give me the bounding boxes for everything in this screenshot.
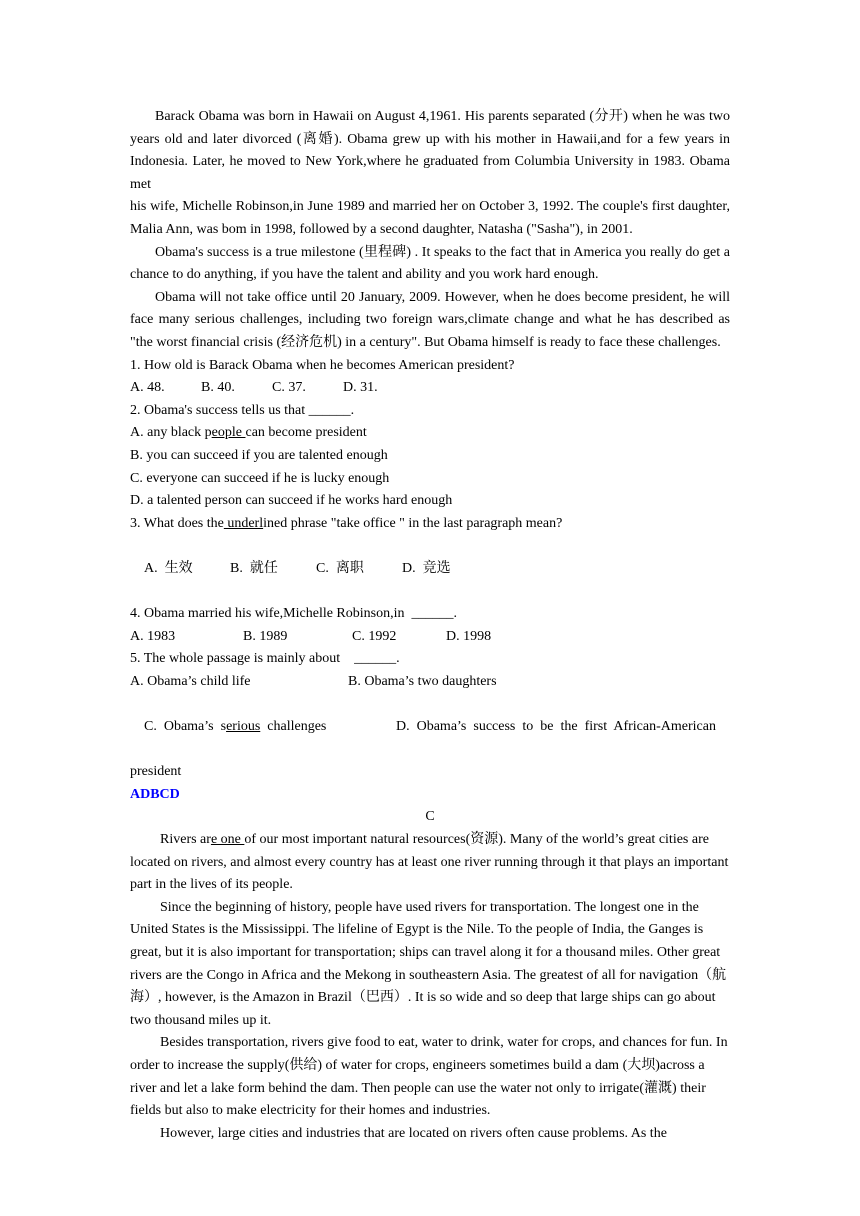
q5-option-b: B. Obama’s two daughters	[348, 673, 497, 689]
q5-options-row-2	[130, 693, 730, 761]
question-3-options	[130, 535, 730, 603]
q2-option-d: D. a talented person can succeed if he works hard enough	[130, 493, 453, 509]
obama-paragraph-1: Barack Obama was born in Hawaii on August 4,1961. His parents separated (分开) when he was two years old and later divorced (离婚). Obama grew up with his mother in Hawaii,and for a few years in Indonesia. Later, he moved to New York,where he graduated from Columbia University in 1983. Obama met	[130, 109, 730, 192]
q1-option-a: A. 48.	[130, 380, 165, 396]
obama-paragraph-3: Obama will not take office until 20 January, 2009. However, when he does become president, he will face many serious challenges, including two foreign wars,climate change and what he has described as "the worst financial crisis (经济危机) in a century". But Obama himself is ready to face these challenges.	[130, 289, 730, 350]
question-3: 3. What does the underlined phrase "take office " in the last paragraph mean?	[130, 515, 563, 531]
question-4-options	[130, 626, 730, 649]
question-1-options	[130, 377, 730, 400]
q2-option-a: A. any black people can become president	[130, 425, 367, 441]
obama-paragraph-1-cont: his wife, Michelle Robinson,in June 1989 and married her on October 3, 1992. The couple's first daughter, Malia Ann, was bom in 1998, followed by a second daughter, Natasha ("Sasha"), in 2001.	[130, 199, 730, 237]
q5-options-row-1	[130, 671, 730, 694]
obama-paragraph-2: Obama's success is a true milestone (里程碑) . It speaks to the fact that in America you really do get a chance to do anything, if you have the talent and ability and you work hard enough.	[130, 244, 730, 283]
question-4: 4. Obama married his wife,Michelle Robinson,in ______.	[130, 606, 457, 622]
q5-option-a: A. Obama’s child life	[130, 673, 251, 689]
section-c-heading: C	[425, 809, 435, 825]
section-c-paragraph-1: Rivers are one of our most important natural resources(资源). Many of the world’s great cities are located on rivers, and almost every country has at least one river running through it that plays an important part in the lives of its people.	[130, 832, 729, 893]
q1-option-b: B. 40.	[201, 380, 235, 396]
section-c-paragraph-4: However, large cities and industries that are located on rivers often cause problems. As the	[160, 1125, 667, 1141]
q4-option-a: A. 1983	[130, 628, 176, 644]
section-c-paragraph-2: Since the beginning of history, people have used rivers for transportation. The longest one in the United States is the Mississippi. The lifeline of Egypt is the Nile. To the people of India, the Ganges is great, but it is also important for transportation; ships can travel along it for a thousand miles. Other great rivers are the Congo in Africa and the Mekong in southeastern Asia. The greatest of all for navigation（航海）, however, is the Amazon in Brazil（巴西）. It is so wide and so deep that large ships can go about two thousand miles up it.	[130, 899, 727, 1028]
q1-option-d: D. 31.	[343, 380, 378, 396]
q4-option-d: D. 1998	[446, 628, 492, 644]
answer-key: ADBCD	[130, 786, 180, 802]
q1-option-c: C. 37.	[272, 380, 306, 396]
question-1: 1. How old is Barack Obama when he becomes American president?	[130, 357, 515, 373]
q4-option-c: C. 1992	[352, 628, 397, 644]
q3-option-c: C. 离职	[316, 560, 364, 576]
q2-option-b: B. you can succeed if you are talented enough	[130, 447, 388, 463]
q5-option-d-cont: president	[130, 764, 182, 780]
q5-option-c: C. Obama’s serious challenges	[144, 719, 327, 735]
q2-option-c: C. everyone can succeed if he is lucky enough	[130, 470, 390, 486]
question-5: 5. The whole passage is mainly about ______.	[130, 651, 400, 667]
section-c-paragraph-3: Besides transportation, rivers give food to eat, water to drink, water for crops, and chances for fun. In order to increase the supply(供给) of water for crops, engineers sometimes build a dam (大坝)across a river and let a lake form behind the dam. Then people can use the water not only to irrigate(灌溉) their fields but also to make electricity for their homes and industries.	[130, 1035, 728, 1119]
q3-option-a: A. 生效	[144, 560, 193, 576]
question-2: 2. Obama's success tells us that ______.	[130, 402, 355, 418]
q3-option-b: B. 就任	[230, 560, 278, 576]
q5-option-d: D. Obama’s success to be the first African-American	[396, 719, 716, 735]
q3-option-d: D. 竞选	[402, 560, 451, 576]
document-page	[130, 106, 730, 1145]
q4-option-b: B. 1989	[243, 628, 288, 644]
